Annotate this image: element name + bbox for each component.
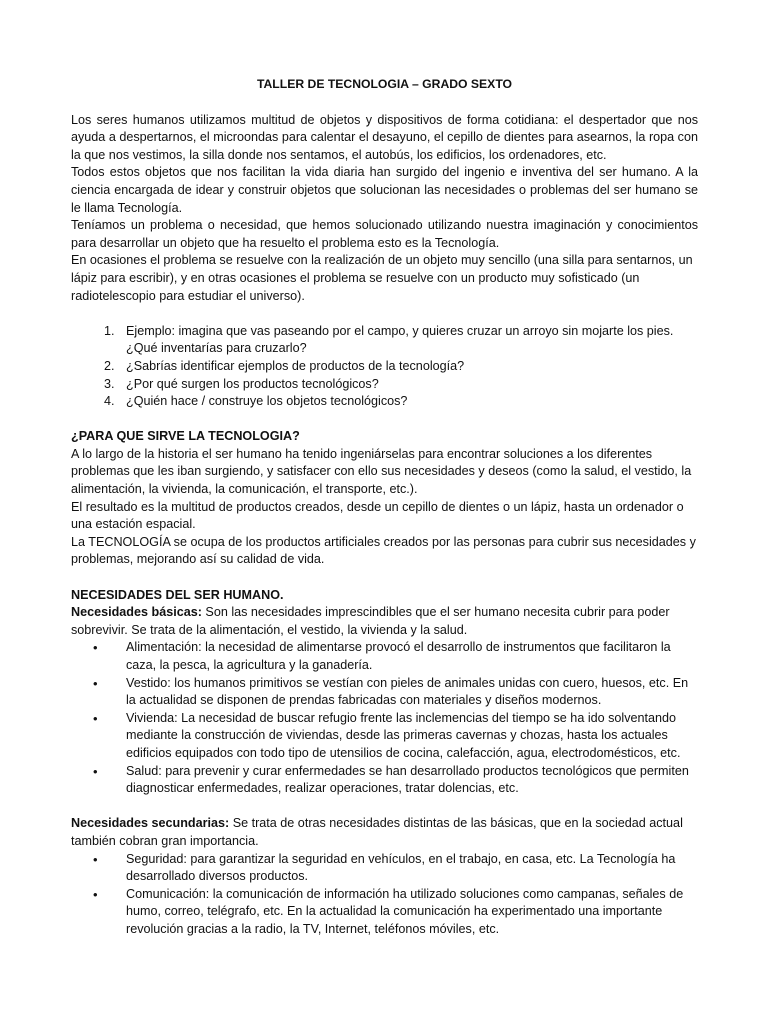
- bullet-icon: •: [93, 886, 98, 902]
- list-item: • Vivienda: La necesidad de buscar refugio frente las inclemencias del tiempo se ha ido solventando mediante la construcción de viviendas, desde las primeras cavernas y chozas, hasta los actuales edificios equipados con todo tipo de utensilios de cocina, calefacción, agua, electrodomésticos, etc.: [93, 710, 681, 760]
- secundarias-list: [71, 851, 698, 939]
- basicas-label: Necesidades básicas:: [71, 605, 202, 620]
- bullet-icon: •: [93, 640, 98, 656]
- questions-list: [71, 323, 698, 411]
- document-title: TALLER DE TECNOLOGIA – GRADO SEXTO: [256, 77, 513, 91]
- bullet-icon: •: [93, 763, 98, 779]
- list-item: • Vestido: los humanos primitivos se vestían con pieles de animales unidas con cuero, huesos, etc. En la actualidad se disponen de prendas fabricadas con materiales y diseños modernos.: [93, 675, 689, 708]
- bullet-icon: •: [93, 710, 98, 726]
- list-item: • Comunicación: la comunicación de información ha utilizado soluciones como campanas, señales de humo, correo, telégrafo, etc. En la actualidad la comunicación ha experimentado una importante revolución gracias a la radio, la TV, Internet, teléfonos móviles, etc.: [93, 886, 684, 936]
- secundarias-text: Se trata de otras necesidades distintas de las básicas, que en la sociedad actual también cobran gran importancia.: [71, 816, 683, 848]
- question-item: 1. Ejemplo: imagina que vas paseando por el campo, y quieres cruzar un arroyo sin mojarte los pies. ¿Qué inventarías para cruzarlo?: [118, 323, 698, 358]
- basicas-list: [71, 639, 698, 797]
- question-item: 2. ¿Sabrías identificar ejemplos de productos de la tecnología?: [118, 358, 698, 376]
- list-item: • Salud: para prevenir y curar enfermedades se han desarrollado productos tecnológicos que permiten diagnosticar enfermedades, realizar operaciones, tratar dolencias, etc.: [93, 763, 689, 796]
- section-heading-para-que: ¿PARA QUE SIRVE LA TECNOLOGIA?: [71, 429, 300, 444]
- section-heading-necesidades: NECESIDADES DEL SER HUMANO.: [71, 587, 284, 602]
- secundarias-paragraph: [71, 815, 698, 850]
- bullet-icon: •: [93, 851, 98, 867]
- question-item: 3. ¿Por qué surgen los productos tecnológicos?: [118, 376, 698, 394]
- intro-paragraph-2: Todos estos objetos que nos facilitan la vida diaria han surgido del ingenio e inventiva del ser humano. A la ciencia encargada de idear y construir objetos que solucionan las necesidades o problemas del ser humano se le llama Tecnología.: [71, 165, 698, 215]
- bullet-icon: •: [93, 675, 98, 691]
- para-que-paragraph-1: A lo largo de la historia el ser humano ha tenido ingeniárselas para encontrar soluciones a los diferentes problemas que les iban surgiendo, y satisfacer con ello sus necesidades y deseos (como la salud, el vestido, la alimentación, la vivienda, la comunicación, el transporte, etc.).: [71, 446, 692, 497]
- question-item: 4. ¿Quién hace / construye los objetos tecnológicos?: [118, 393, 698, 411]
- basicas-text: Son las necesidades imprescindibles que el ser humano necesita cubrir para poder sobrevivir. Se trata de la alimentación, el vestido, la vivienda y la salud.: [71, 605, 670, 637]
- list-item: • Seguridad: para garantizar la seguridad en vehículos, en el trabajo, en casa, etc. La Tecnología ha desarrollado diversos productos.: [93, 851, 676, 884]
- intro-paragraph-3: Teníamos un problema o necesidad, que hemos solucionado utilizando nuestra imaginación y conocimientos para desarrollar un objeto que ha resuelto el problema esto es la Tecnología.: [71, 218, 698, 250]
- intro-paragraph-4: En ocasiones el problema se resuelve con la realización de un objeto muy sencillo (una silla para sentarnos, un lápiz para escribir), y en otras ocasiones el problema se resuelve con un producto muy sofisticado (un radiotelescopio para estudiar el universo).: [71, 253, 693, 303]
- secundarias-label: Necesidades secundarias:: [71, 816, 230, 831]
- para-que-paragraph-3: La TECNOLOGÍA se ocupa de los productos artificiales creados por las personas para cubrir sus necesidades y problemas, mejorando así su calidad de vida.: [71, 534, 696, 567]
- intro-paragraph-1: Los seres humanos utilizamos multitud de objetos y dispositivos de forma cotidiana: el despertador que nos ayuda a despertarnos, el microondas para calentar el desayuno, el cepillo de dientes para asearnos, la ropa con la que nos vestimos, la silla donde nos sentamos, el autobús, los edificios, los ordenadores, etc.: [71, 112, 698, 162]
- list-item: • Alimentación: la necesidad de alimentarse provocó el desarrollo de instrumentos que facilitaron la caza, la pesca, la agricultura y la ganadería.: [93, 640, 671, 672]
- basicas-paragraph: [71, 604, 698, 639]
- para-que-paragraph-2: El resultado es la multitud de productos creados, desde un cepillo de dientes o un lápiz, hasta un ordenador o una estación espacial.: [71, 499, 684, 532]
